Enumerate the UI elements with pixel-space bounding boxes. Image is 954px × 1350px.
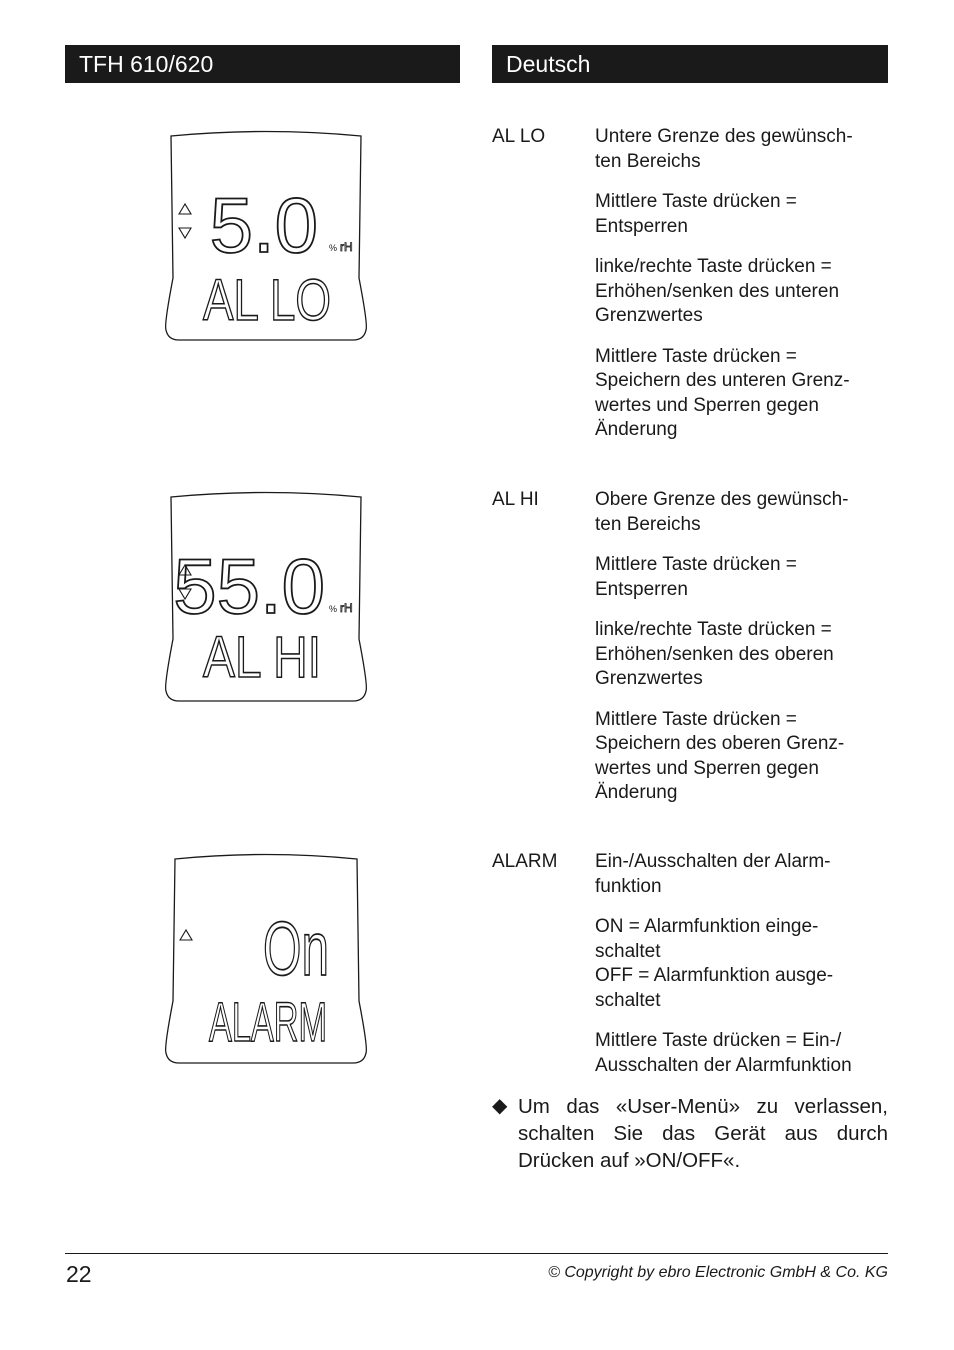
lcd-display-al-lo — [163, 130, 369, 342]
page-number: 22 — [66, 1261, 92, 1287]
triangle-up-icon — [179, 204, 191, 214]
lcd-main-value: 5.0 — [209, 181, 318, 269]
diamond-icon: ◆ — [492, 1095, 508, 1117]
lcd-unit-rh: rH — [340, 601, 353, 615]
section-term: AL HI — [492, 489, 539, 510]
note-text: Um das «User-Menü» zu verlassen, schalten Sie das Gerät aus durch Drücken auf »ON/OFF«. — [518, 1095, 888, 1172]
description-paragraph: ON = Alarmfunktion einge- schaltet OFF = Alarmfunktion ausge- schaltet — [595, 916, 834, 1011]
description-paragraph: linke/rechte Taste drücken = Erhöhen/senken des unteren Grenzwertes — [595, 256, 840, 326]
section-description — [595, 850, 887, 1094]
lcd-label: ALARM — [209, 990, 327, 1053]
lcd-main-value: On — [263, 907, 329, 992]
section-term: AL LO — [492, 126, 546, 147]
description-paragraph: Obere Grenze des gewünsch- ten Bereichs — [595, 489, 849, 535]
lcd-label: AL LO — [203, 268, 331, 333]
description-paragraph: Mittlere Taste drücken = Ein-/ Ausschalten der Alarmfunktion — [595, 1030, 852, 1076]
description-paragraph: Ein-/Ausschalten der Alarm- funktion — [595, 851, 831, 897]
triangle-down-icon — [179, 228, 191, 238]
section-description — [595, 488, 887, 822]
lcd-display-alarm — [163, 853, 369, 1065]
exit-menu-note — [492, 1093, 888, 1174]
lcd-main-value: 55.0 — [173, 542, 325, 630]
footer-divider — [65, 1253, 888, 1254]
lcd-label: AL HI — [203, 625, 321, 690]
description-paragraph: linke/rechte Taste drücken = Erhöhen/senken des oberen Grenzwertes — [595, 619, 834, 689]
description-paragraph: Mittlere Taste drücken = Entsperren — [595, 191, 797, 237]
section-term: ALARM — [492, 851, 558, 872]
section-description — [595, 125, 887, 459]
lcd-unit-percent: % — [329, 243, 338, 253]
lcd-display-al-hi — [163, 491, 369, 703]
lcd-unit-rh: rH — [340, 240, 353, 254]
description-paragraph: Mittlere Taste drücken = Entsperren — [595, 554, 797, 600]
description-paragraph: Mittlere Taste drücken = Speichern des oberen Grenz- wertes und Sperren gegen Änderung — [595, 708, 845, 803]
description-paragraph: Mittlere Taste drücken = Speichern des unteren Grenz- wertes und Sperren gegen Änderung — [595, 345, 850, 440]
header-language: Deutsch — [492, 45, 888, 83]
triangle-up-icon — [180, 930, 192, 940]
copyright-notice: © Copyright by ebro Electronic GmbH & Co. KG — [548, 1264, 888, 1281]
lcd-unit-percent: % — [329, 604, 338, 614]
description-paragraph: Untere Grenze des gewünsch- ten Bereichs — [595, 126, 853, 172]
header-product: TFH 610/620 — [65, 45, 460, 83]
